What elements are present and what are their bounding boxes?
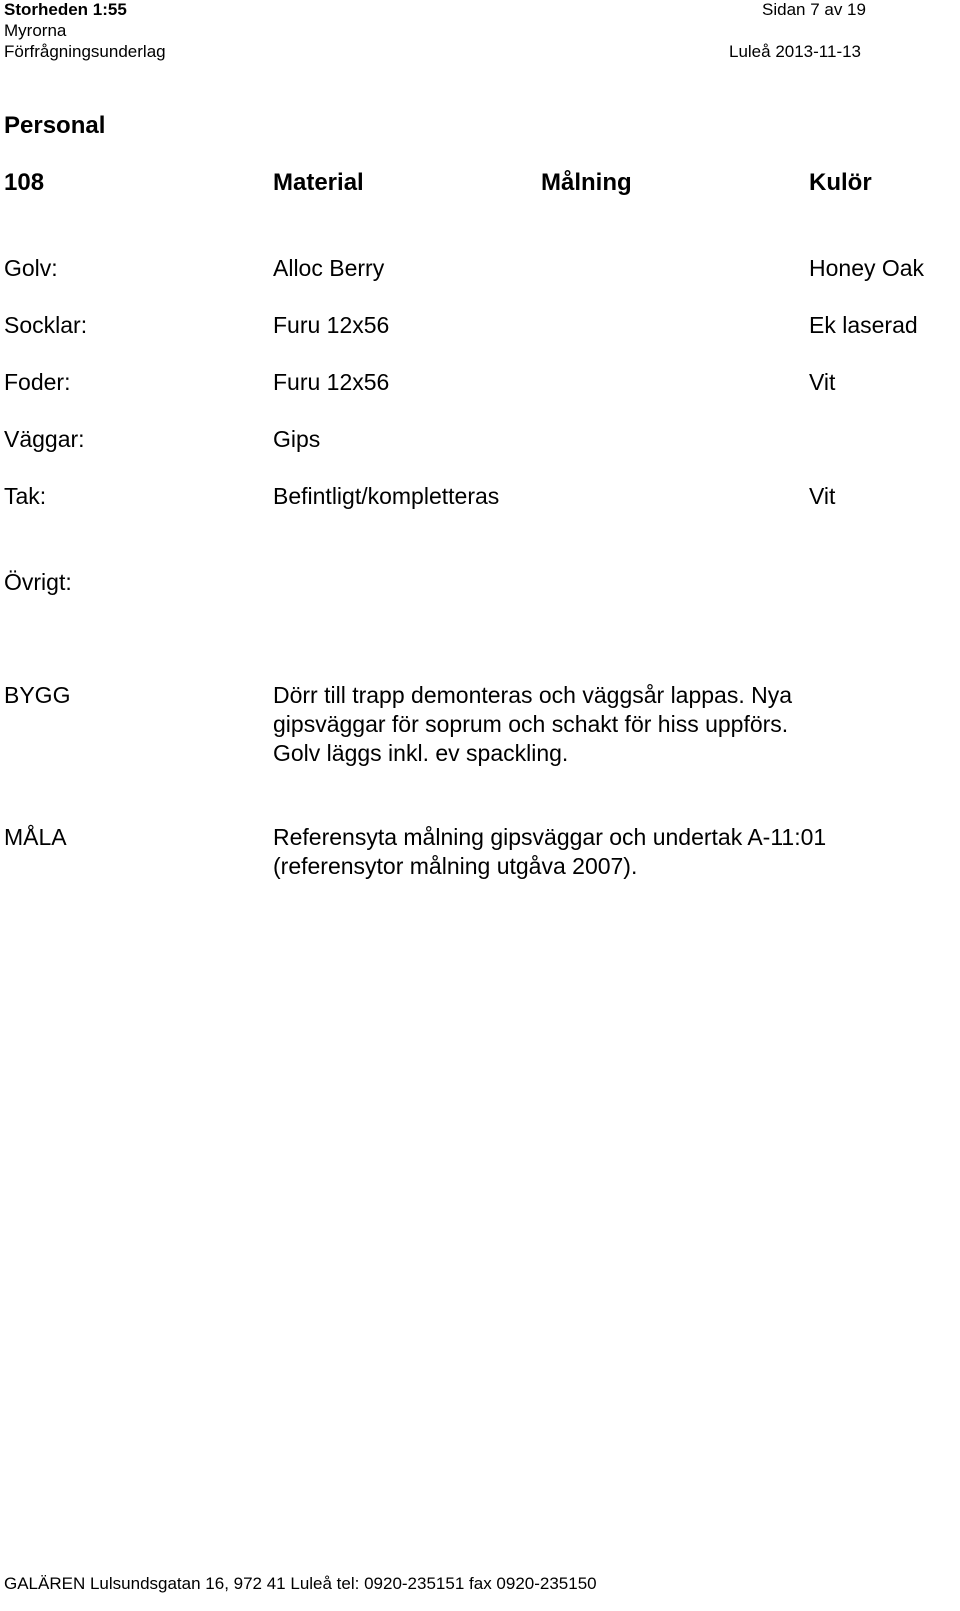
note-line: Referensyta målning gipsväggar och undertak A-11:01 [273, 824, 827, 850]
section-title: Personal [4, 112, 106, 139]
table-header-color: Kulör [809, 169, 872, 196]
row-material: Befintligt/kompletteras [273, 483, 500, 509]
note-trade: BYGG [4, 682, 71, 708]
note-line: Golv läggs inkl. ev spackling. [273, 740, 569, 766]
row-label: Golv: [4, 255, 58, 281]
note-trade: MÅLA [4, 824, 67, 850]
table-header-painting: Målning [541, 169, 632, 196]
table-header-room: 108 [4, 169, 45, 196]
row-label: Foder: [4, 369, 71, 395]
row-material: Furu 12x56 [273, 312, 390, 338]
note-line: gipsväggar för soprum och schakt för hiss uppförs. [273, 711, 789, 737]
row-material: Gips [273, 426, 321, 452]
row-label: Socklar: [4, 312, 88, 338]
row-material: Furu 12x56 [273, 369, 390, 395]
row-painting: Vit [809, 483, 836, 509]
row-material: Alloc Berry [273, 255, 385, 281]
header-project: Storheden 1:55 [4, 0, 127, 19]
header-subtitle: Myrorna [4, 21, 67, 40]
footer-address: GALÄREN Lulsundsgatan 16, 972 41 Luleå tel: 0920-235151 fax 0920-235150 [4, 1574, 597, 1593]
note-line: (referensytor målning utgåva 2007). [273, 853, 638, 879]
note-line: Dörr till trapp demonteras och väggsår lappas. Nya [273, 682, 793, 708]
other-label: Övrigt: [4, 569, 72, 595]
header-doc-type: Förfrågningsunderlag [4, 42, 166, 61]
table-header-material: Material [273, 169, 364, 196]
row-color: Honey Oak [809, 255, 925, 281]
row-painting: Vit [809, 369, 836, 395]
row-label: Tak: [4, 483, 47, 509]
header-page-number: Sidan 7 av 19 [762, 0, 866, 19]
row-color: Ek laserad [809, 312, 918, 338]
header-date: Luleå 2013-11-13 [729, 42, 862, 61]
row-label: Väggar: [4, 426, 85, 452]
